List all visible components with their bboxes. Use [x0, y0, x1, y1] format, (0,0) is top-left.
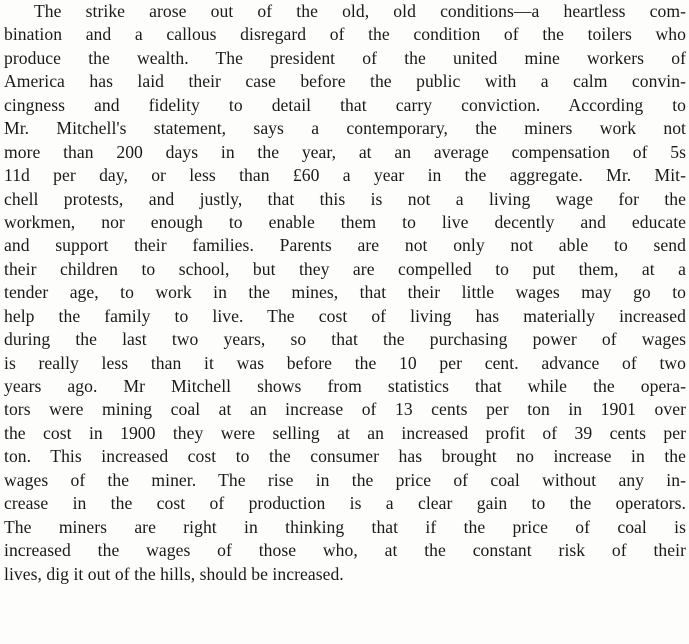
- text-line: more than 200 days in the year, at an average compensation of 5s: [4, 141, 686, 162]
- text-line: increased the wages of those who, at the constant risk of their: [4, 540, 686, 561]
- article-text: [4, 0, 686, 586]
- text-line: 11d per day, or less than £60 a year in the aggregate. Mr. Mit-: [4, 165, 686, 186]
- text-line: wages of the miner. The rise in the price of coal without any in-: [4, 469, 686, 490]
- text-line: is really less than it was before the 10 per cent. advance of two: [4, 352, 686, 373]
- text-line: tors were mining coal at an increase of 13 cents per ton in 1901 over: [4, 399, 686, 420]
- text-line: the cost in 1900 they were selling at an increased profit of 39 cents per: [4, 422, 686, 443]
- text-line: chell protests, and justly, that this is not a living wage for the: [4, 188, 686, 209]
- text-line: crease in the cost of production is a clear gain to the operators.: [4, 493, 686, 514]
- text-line: their children to school, but they are compelled to put them, at a: [4, 258, 686, 279]
- text-line: tender age, to work in the mines, that their little wages may go to: [4, 282, 686, 303]
- text-line: Mr. Mitchell's statement, says a contemporary, the miners work not: [4, 118, 686, 139]
- text-line: The miners are right in thinking that if the price of coal is: [4, 516, 686, 537]
- text-line: during the last two years, so that the purchasing power of wages: [4, 329, 686, 350]
- text-line: America has laid their case before the public with a calm convin-: [4, 71, 686, 92]
- text-line: The strike arose out of the old, old conditions—a heartless com-: [34, 1, 686, 21]
- text-line: cingness and fidelity to detail that carry conviction. According to: [4, 94, 686, 115]
- text-line: lives, dig it out of the hills, should be increased.: [4, 563, 344, 584]
- text-line: ton. This increased cost to the consumer has brought no increase in the: [4, 446, 686, 467]
- text-line: produce the wealth. The president of the united mine workers of: [4, 47, 686, 68]
- text-line: bination and a callous disregard of the condition of the toilers who: [4, 24, 686, 45]
- text-line: help the family to live. The cost of living has materially increased: [4, 305, 686, 326]
- text-line: years ago. Mr Mitchell shows from statistics that while the opera-: [4, 376, 686, 396]
- text-line: workmen, nor enough to enable them to live decently and educate: [4, 211, 686, 232]
- text-line: and support their families. Parents are not only not able to send: [4, 235, 686, 256]
